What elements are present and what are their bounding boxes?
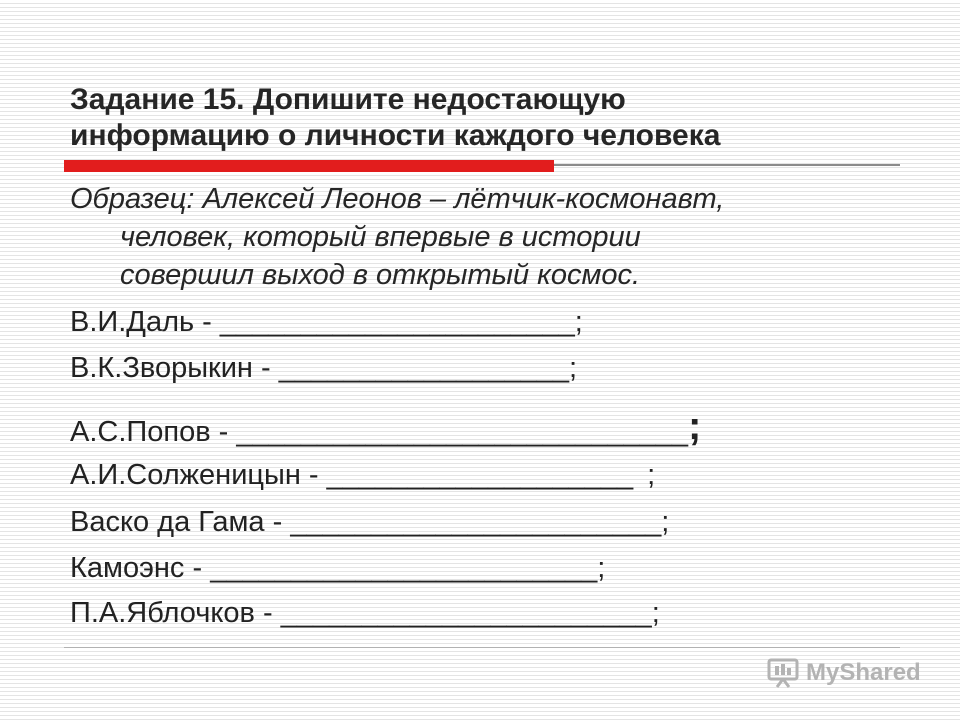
- answer-blank: ___________________: [326, 459, 634, 491]
- slide-title: [70, 82, 930, 154]
- sample-line-1: Образец: Алексей Леонов – лётчик-космонавт,: [70, 183, 725, 215]
- answer-blank: _______________________: [280, 597, 652, 629]
- answer-blank: __________________: [278, 352, 570, 384]
- answer-blank: ______________________: [219, 306, 575, 338]
- person-name: А.С.Попов: [70, 416, 211, 448]
- person-row-solzhenitsyn: [70, 457, 655, 493]
- person-row-zvorykin: [70, 350, 577, 386]
- separator: -: [254, 597, 281, 629]
- end-mark: ;: [569, 352, 578, 384]
- watermark: [766, 655, 921, 691]
- presentation-screen-icon: [766, 658, 800, 688]
- end-mark: ;: [651, 597, 660, 629]
- person-name: В.К.Зворыкин: [70, 352, 253, 384]
- separator: -: [252, 352, 279, 384]
- sample-line-3: совершил выход в открытый космос.: [120, 259, 641, 291]
- end-mark: ;: [661, 506, 670, 538]
- person-row-yablochkov: [70, 595, 660, 631]
- separator: -: [300, 459, 327, 491]
- separator: -: [194, 306, 220, 338]
- end-mark: ;: [574, 306, 583, 338]
- person-row-popov: [70, 404, 702, 450]
- title-line-2: информацию о личности каждого человека: [70, 119, 721, 152]
- sample-paragraph: [70, 180, 900, 294]
- title-accent-bar: [64, 160, 554, 172]
- separator: -: [264, 506, 291, 538]
- sample-line-2: человек, который впервые в истории: [120, 221, 641, 253]
- answer-blank: ________________________: [210, 552, 598, 584]
- separator: -: [210, 416, 237, 448]
- person-name: Васко да Гама: [70, 506, 265, 538]
- separator: -: [184, 552, 211, 584]
- person-name: Камоэнс: [70, 552, 185, 584]
- person-name: А.И.Солженицын: [70, 459, 301, 491]
- person-row-camoens: [70, 550, 605, 586]
- person-row-vasco-da-gama: [70, 504, 669, 540]
- answer-blank: ____________________________: [236, 416, 689, 448]
- end-mark: ;: [597, 552, 606, 584]
- title-line-1: Задание 15. Допишите недостающую: [70, 83, 626, 116]
- watermark-text: MyShared: [806, 659, 921, 686]
- end-mark: ;: [688, 404, 702, 448]
- end-mark: ;: [647, 459, 656, 491]
- person-row-dal: [70, 304, 583, 340]
- answer-blank: _______________________: [290, 506, 662, 538]
- person-name: В.И.Даль: [70, 306, 195, 338]
- person-name: П.А.Яблочков: [70, 597, 255, 629]
- bottom-divider: [64, 647, 900, 648]
